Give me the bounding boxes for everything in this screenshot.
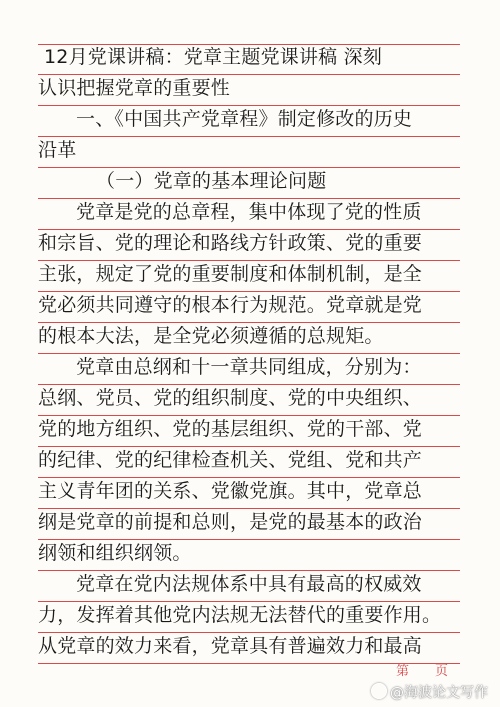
ruled-text-area [38,44,460,664]
text-line-content: 纲是党章的前提和总则，是党的最基本的政治 [38,511,423,533]
text-line-content: 12月党课讲稿：党章主题党课讲稿 深刻 [44,46,383,68]
text-line-content: 认识把握党章的重要性 [38,77,231,99]
page-footer [0,656,500,707]
text-line-content: 党章是党的总章程，集中体现了党的性质 [76,201,422,223]
page-number-label [396,660,448,679]
text-line-content: 一、《中国共产党章程》制定修改的历史 [76,108,413,130]
text-line [38,44,460,75]
text-line [38,292,460,323]
text-line [38,447,460,478]
text-line [38,168,460,199]
text-line-content: 党必须共同遵守的根本行为规范。党章就是党 [38,294,423,316]
text-line [38,354,460,385]
text-line-content: 主张，规定了党的重要制度和体制机制，是全 [38,263,423,285]
text-line [38,416,460,447]
text-line-content: 的纪律、党的纪律检查机关、党组、党和共产 [38,449,423,471]
watermark [371,682,488,702]
text-line [38,602,460,633]
text-line [38,230,460,261]
text-line-content: 从党章的效力来看，党章具有普遍效力和最高 [38,635,423,657]
text-line-content: 党章在党内法规体系中具有最高的权威效 [76,573,422,595]
text-line-content: 党章由总纲和十一章共同组成，分别为： [76,356,422,378]
text-line [38,385,460,416]
text-line-content: 力，发挥着其他党内法规无法替代的重要作用。 [38,604,442,626]
watermark-text: @海波论文写作 [390,685,488,701]
text-line-content: 主义青年团的关系、党徽党旗。其中，党章总 [38,480,423,502]
text-line-content: （一）党章的基本理论问题 [96,170,327,192]
text-line [38,509,460,540]
text-line-content: 党的地方组织、党的基层组织、党的干部、党 [38,418,423,440]
page-label-left: 第 [396,664,410,679]
text-line-content: 沿革 [38,139,77,161]
text-line [38,478,460,509]
text-line [38,323,460,354]
page-label-right: 页 [435,664,449,679]
text-line [38,261,460,292]
text-line [38,106,460,137]
watermark-logo-icon [371,683,387,699]
text-line-content: 和宗旨、党的理论和路线方针政策、党的重要 [38,232,423,254]
text-line [38,571,460,602]
text-line [38,199,460,230]
text-line [38,540,460,571]
text-line [38,75,460,106]
text-line-content: 总纲、党员、党的组织制度、党的中央组织、 [38,387,423,409]
text-line [38,137,460,168]
text-line-content: 的根本大法，是全党必须遵循的总规矩。 [38,325,384,347]
text-line-content: 纲领和组织纲领。 [38,542,192,564]
